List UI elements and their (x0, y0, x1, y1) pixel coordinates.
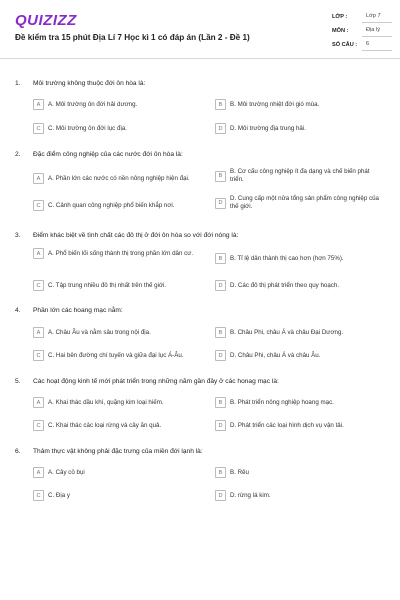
option-c[interactable] (33, 123, 203, 134)
question-text: Điểm khác biệt về tình chất các đô thị ở đới ôn hòa so với đới nóng là: (33, 231, 239, 239)
option-letter: C (33, 123, 44, 134)
option-letter: C (33, 490, 44, 501)
option-text: C. Tập trung nhiều đô thị nhất trên thế giới. (48, 281, 167, 289)
question-header (0, 148, 400, 160)
meta-label: MÔN : (332, 28, 349, 34)
worksheet-meta (332, 10, 392, 52)
option-a[interactable] (33, 248, 205, 259)
question-number: 2. (15, 150, 21, 158)
option-text: A. Khai thác dầu khí, quặng kim loại hiếm. (48, 398, 164, 406)
option-b[interactable] (215, 397, 385, 408)
option-letter: B (215, 397, 226, 408)
question-text: Môi trường không thuộc đới ôn hòa là: (33, 79, 146, 87)
option-b[interactable] (215, 467, 385, 478)
question-6 (0, 445, 400, 499)
question-5 (0, 375, 400, 429)
option-b[interactable] (215, 253, 385, 264)
question-header (0, 304, 400, 316)
option-d[interactable] (215, 420, 390, 431)
option-letter: B (215, 99, 226, 110)
question-1 (0, 77, 400, 132)
option-a[interactable] (33, 327, 208, 338)
option-letter: C (33, 280, 44, 291)
option-letter: A (33, 248, 44, 259)
option-a[interactable] (33, 467, 203, 478)
option-letter: A (33, 467, 44, 478)
meta-grade (332, 10, 392, 24)
question-number: 3. (15, 231, 21, 239)
question-3 (0, 229, 400, 289)
option-text: C. Địa y (48, 491, 71, 499)
option-letter: D (215, 123, 226, 134)
option-letter: D (215, 420, 226, 431)
meta-value: 6 (362, 39, 392, 51)
option-text: A. Phổ biến lối sống thành thị trong phần lớn dân cư. (48, 249, 194, 257)
question-header (0, 77, 400, 89)
option-a[interactable] (33, 397, 208, 408)
option-text: A. Môi trường ôn đới hải dương. (48, 100, 138, 108)
question-number: 5. (15, 377, 21, 385)
option-d[interactable] (215, 280, 385, 291)
option-d[interactable] (215, 123, 385, 134)
option-d[interactable] (215, 350, 385, 361)
option-text: C. Khai thác các loại rừng và cây ăn quả. (48, 421, 162, 429)
option-text: D. rừng lá kim. (230, 491, 271, 499)
question-number: 4. (15, 306, 21, 314)
option-letter: C (33, 350, 44, 361)
option-text: D. Châu Phi, châu Á và châu Âu. (230, 351, 321, 359)
option-a[interactable] (33, 173, 208, 184)
meta-subject (332, 24, 392, 38)
option-letter: B (215, 253, 226, 264)
question-text: Thảm thực vật không phải đặc trưng của miền đới lạnh là: (33, 447, 203, 455)
option-a[interactable] (33, 99, 203, 110)
option-text: B. Tỉ lệ dân thành thị cao hơn (hơn 75%). (230, 254, 344, 262)
option-letter: A (33, 173, 44, 184)
option-text: A. Cây cỏ bụi (48, 468, 85, 476)
question-text: Đặc điểm công nghiệp của các nước đới ôn hòa là: (33, 150, 183, 158)
meta-value: Lớp 7 (362, 11, 392, 23)
meta-value: Địa lý (362, 25, 392, 37)
question-text: Phần lớn các hoang mạc nằm: (33, 306, 123, 314)
option-letter: A (33, 397, 44, 408)
question-2 (0, 148, 400, 210)
option-letter: D (215, 490, 226, 501)
option-c[interactable] (33, 350, 211, 361)
option-d[interactable] (215, 490, 385, 501)
question-header (0, 229, 400, 241)
question-4 (0, 304, 400, 359)
question-text: Các hoạt động kinh tế mới phát triển trong những năm gần đây ở các honag mạc là: (33, 377, 279, 385)
question-header (0, 375, 400, 387)
quizizz-logo: QUIZIZZ (15, 12, 77, 29)
option-text: D. Môi trường địa trung hải. (230, 124, 306, 132)
option-text: B. Cơ cấu công nghiệp ít đa dạng và chế biến phát triển. (230, 168, 370, 183)
option-letter: D (215, 280, 226, 291)
option-letter: A (33, 99, 44, 110)
meta-count (332, 38, 392, 52)
meta-label: LỚP : (332, 14, 348, 20)
option-c[interactable] (33, 200, 208, 211)
option-c[interactable] (33, 280, 205, 291)
option-text: B. Môi trường nhiệt đới gió mùa. (230, 100, 320, 108)
option-letter: A (33, 327, 44, 338)
option-text: D. Các đô thị phát triển theo quy hoạch. (230, 281, 340, 289)
option-b[interactable] (215, 327, 385, 338)
worksheet-header (0, 0, 400, 59)
option-text: D. Cung cấp một nửa tổng sản phẩm công nghiệp của thế giới. (230, 195, 379, 210)
option-letter: D (215, 350, 226, 361)
option-letter: C (33, 200, 44, 211)
question-number: 1. (15, 79, 21, 87)
option-d[interactable] (215, 195, 385, 211)
worksheet-title: Đề kiểm tra 15 phút Địa Lí 7 Học kì 1 có đáp án (Lần 2 - Đề 1) (15, 33, 250, 42)
option-text: C. Hai bên đường chí tuyến và giữa đại lục Á-Âu. (48, 351, 184, 359)
option-text: B. Châu Phi, châu Á và châu Đại Dương. (230, 328, 344, 336)
option-letter: B (215, 171, 226, 182)
option-letter: B (215, 327, 226, 338)
option-text: B. Rêu (230, 468, 249, 476)
option-letter: D (215, 198, 226, 209)
option-c[interactable] (33, 490, 203, 501)
option-letter: B (215, 467, 226, 478)
option-text: C. Môi trường ôn đới lục địa. (48, 124, 127, 132)
question-number: 6. (15, 447, 21, 455)
meta-label: SỐ CÂU : (332, 42, 358, 48)
question-header (0, 445, 400, 457)
option-text: C. Cảnh quan công nghiệp phổ biến khắp nơi. (48, 201, 175, 209)
option-text: A. Phần lớn các nước có nền nông nghiệp hiện đại. (48, 174, 190, 182)
option-c[interactable] (33, 420, 208, 431)
option-letter: C (33, 420, 44, 431)
option-text: D. Phát triển các loại hình dịch vụ vận tải. (230, 421, 344, 429)
option-text: A. Châu Âu và nằm sâu trong nội địa. (48, 328, 151, 336)
option-b[interactable] (215, 168, 385, 184)
option-text: B. Phát triển nông nghiệp hoang mạc. (230, 398, 334, 406)
option-b[interactable] (215, 99, 385, 110)
